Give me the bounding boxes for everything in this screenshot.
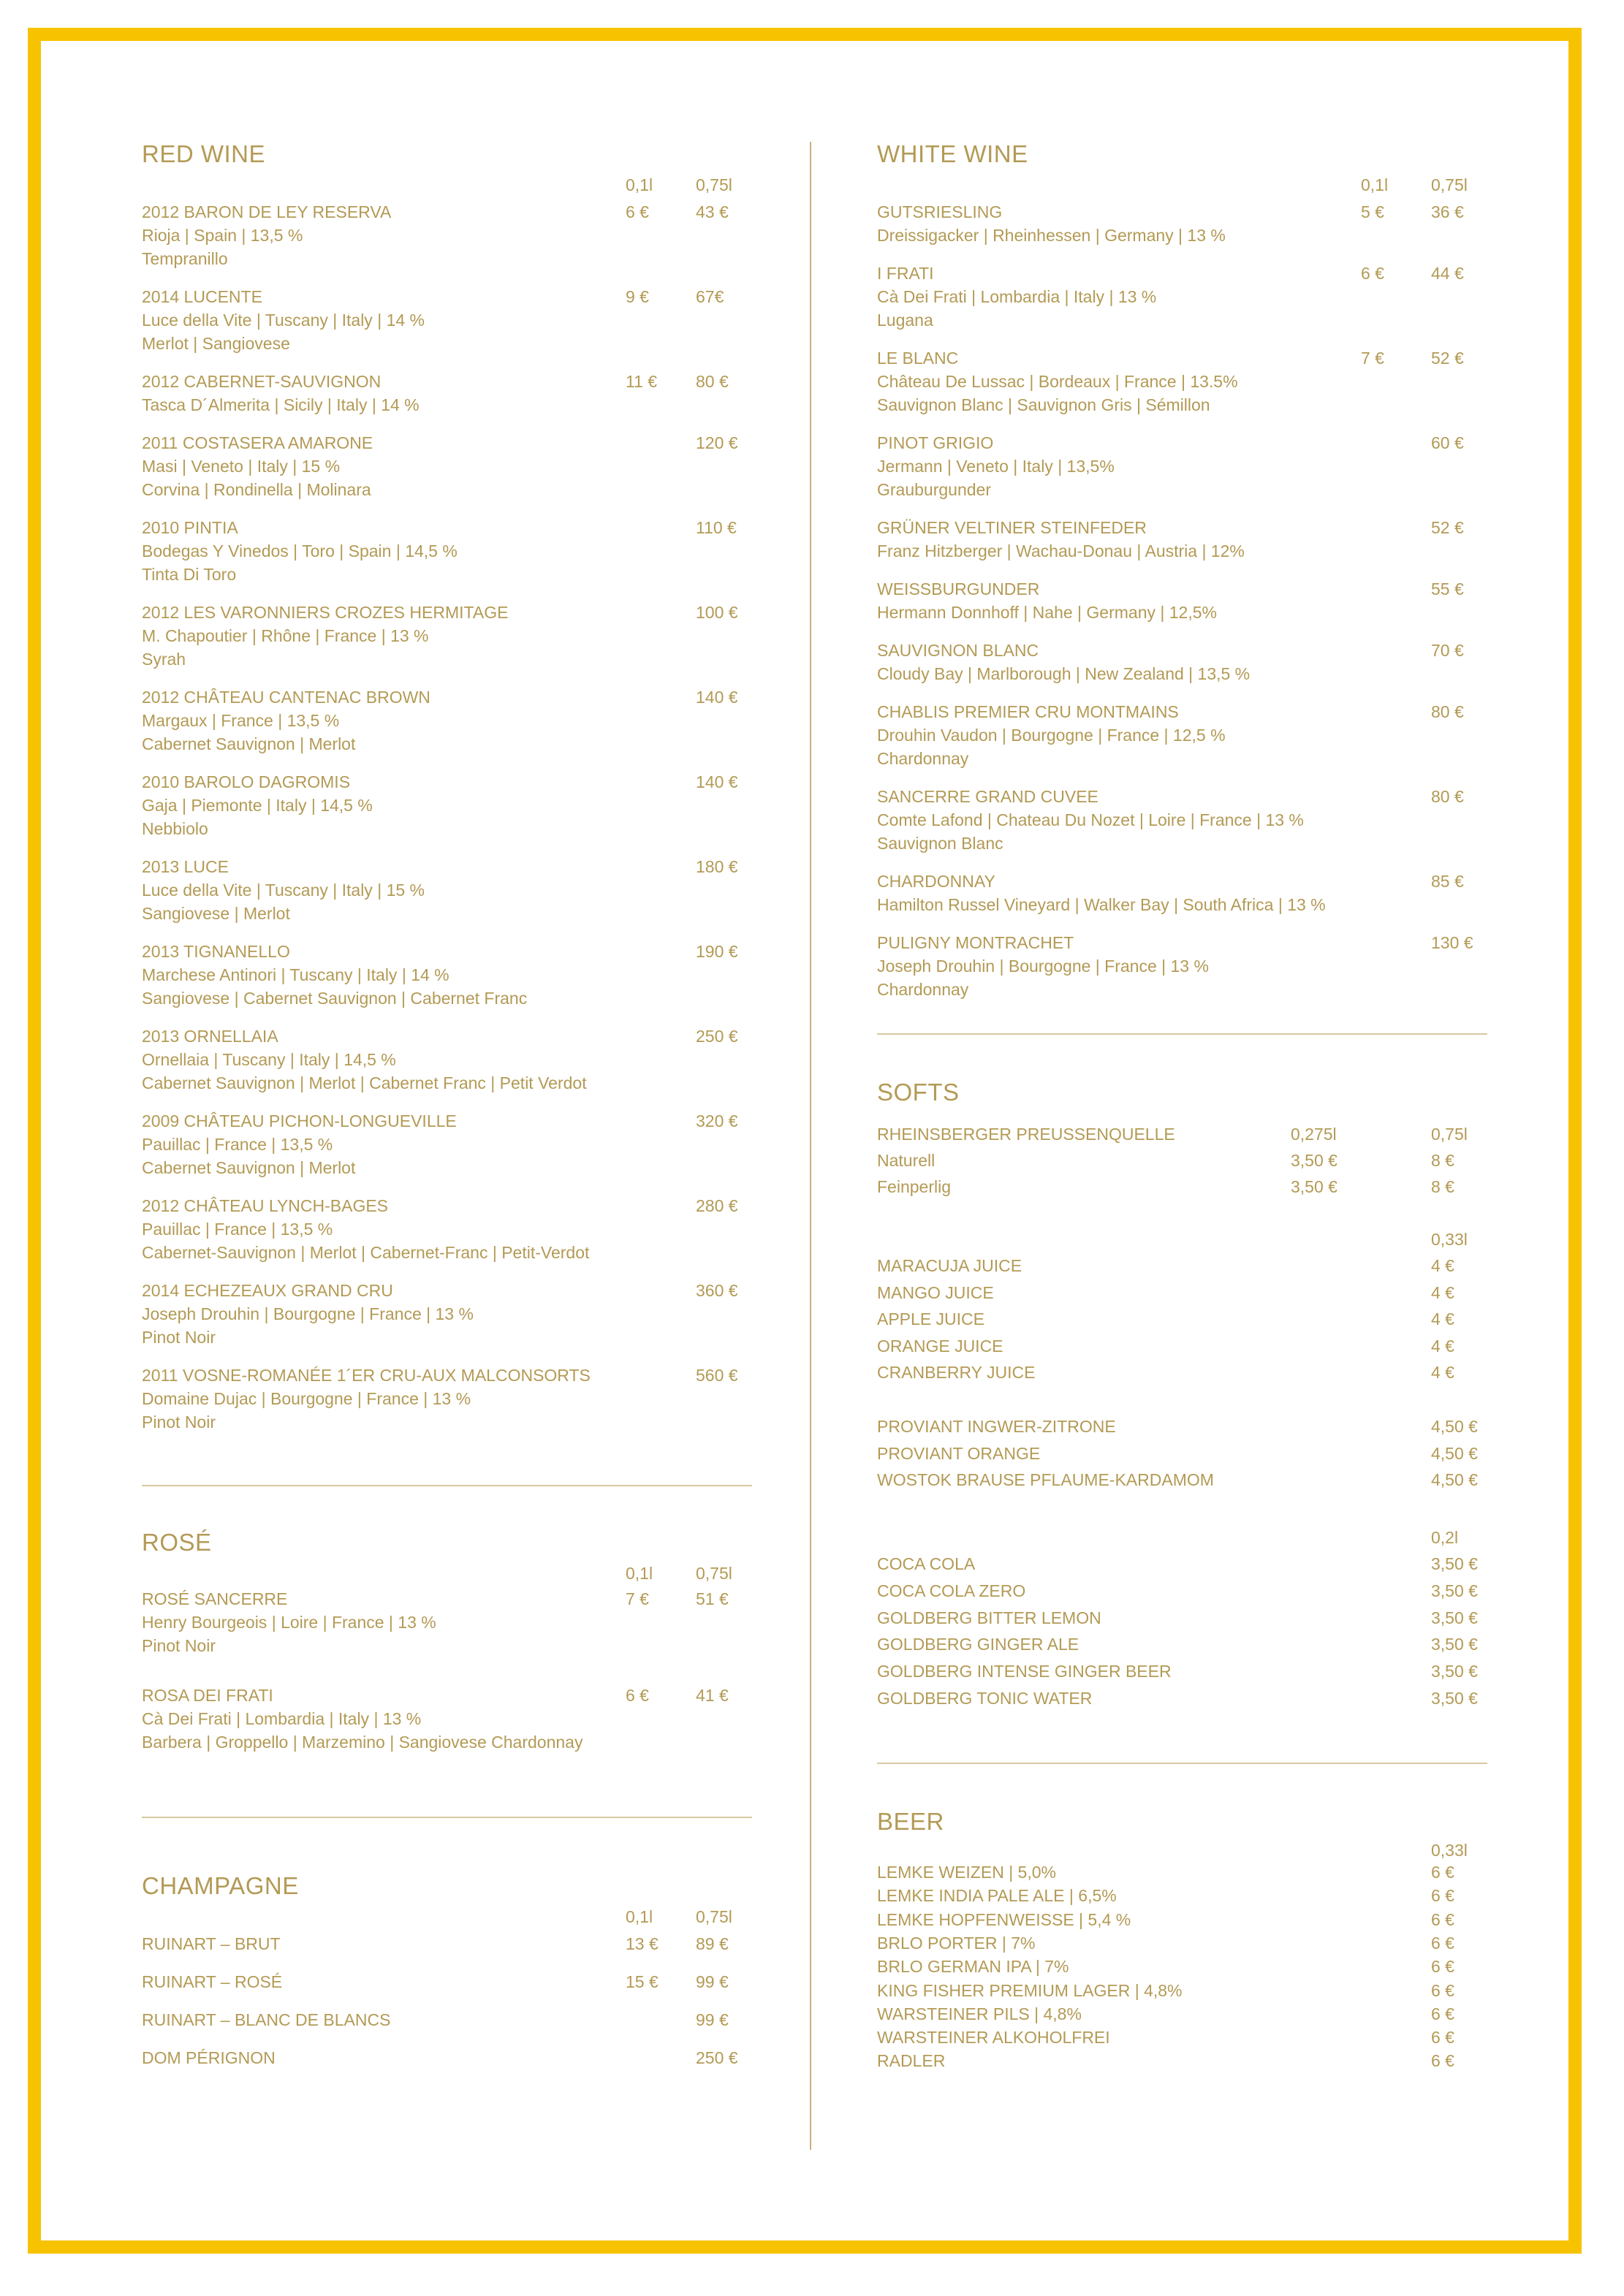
size-small: 0,1l [1361, 175, 1389, 194]
menu-item [877, 1632, 1491, 1656]
item-details: Jermann | Veneto | Italy | 13,5% [877, 457, 1115, 476]
item-name: APPLE JUICE [877, 1309, 984, 1328]
item-name: RUINART – BLANC DE BLANCS [142, 2010, 391, 2029]
item-name: RUINART – BRUT [142, 1934, 281, 1953]
item-name: PINOT GRIGIO [877, 433, 994, 452]
item-name: RUINART – ROSÉ [142, 1972, 283, 1991]
item-name: COCA COLA [877, 1554, 976, 1573]
item-name: MARACUJA JUICE [877, 1256, 1022, 1275]
item-details: Henry Bourgeois | Loire | France | 13 % [142, 1613, 436, 1632]
item-name: GOLDBERG GINGER ALE [877, 1635, 1079, 1654]
item-grapes: Cabernet Sauvignon | Merlot | Cabernet Franc | Petit Verdot [142, 1073, 587, 1092]
item-details: Hamilton Russel Vineyard | Walker Bay | South Africa | 13 % [877, 895, 1326, 914]
price-large: 80 € [1431, 702, 1464, 721]
item-grapes: Chardonnay [877, 980, 969, 999]
item-price: 6 € [1431, 1957, 1454, 1977]
rose-sizes [142, 1564, 756, 1586]
item-name: DOM PÉRIGNON [142, 2048, 276, 2067]
menu-item [142, 601, 756, 671]
price-large: 8 € [1431, 1151, 1454, 1170]
water-name: RHEINSBERGER PREUSSENQUELLE [877, 1125, 1175, 1144]
item-details: M. Chapoutier | Rhône | France | 13 % [142, 626, 429, 645]
red-wine-sizes [142, 175, 756, 197]
menu-item [877, 1361, 1491, 1384]
price-large: 52 € [1431, 349, 1464, 368]
item-grapes: Pinot Noir [142, 1328, 216, 1347]
item-price: 4 € [1431, 1363, 1454, 1382]
price-large: 190 € [696, 942, 738, 961]
item-grapes: Barbera | Groppello | Marzemino | Sangiovese Chardonnay [142, 1733, 583, 1752]
menu-item [877, 1254, 1491, 1277]
item-grapes: Grauburgunder [877, 480, 991, 499]
red-wine-heading: RED WINE [142, 140, 265, 167]
menu-item [142, 1194, 756, 1264]
item-name: LEMKE INDIA PALE ALE | 6,5% [877, 1886, 1117, 1906]
price-small: 6 € [1361, 264, 1384, 283]
menu-item [142, 431, 756, 501]
price-large: 120 € [696, 433, 738, 452]
price-large: 70 € [1431, 641, 1464, 660]
menu-item [142, 516, 756, 586]
menu-item [142, 370, 756, 417]
item-name: CRANBERRY JUICE [877, 1363, 1036, 1382]
price-small: 13 € [626, 1934, 659, 1953]
menu-item [877, 200, 1491, 247]
price-large: 43 € [696, 202, 729, 221]
size-large: 0,75l [696, 175, 732, 194]
item-grapes: Nebbiolo [142, 819, 208, 838]
item-name: GUTSRIESLING [877, 202, 1003, 221]
menu-item [142, 1364, 756, 1434]
item-grapes: Corvina | Rondinella | Molinara [142, 480, 371, 499]
item-price: 6 € [1431, 1980, 1454, 2000]
item-details: Luce della Vite | Tuscany | Italy | 14 % [142, 311, 425, 330]
item-details: Domaine Dujac | Bourgogne | France | 13 % [142, 1389, 471, 1408]
champagne-sizes [142, 1907, 756, 1929]
price-small: 9 € [626, 287, 649, 306]
item-name: 2012 CHÂTEAU LYNCH-BAGES [142, 1196, 389, 1215]
item-details: Drouhin Vaudon | Bourgogne | France | 12,5 % [877, 726, 1226, 745]
menu-item [877, 1307, 1491, 1331]
item-name: RADLER [877, 2051, 946, 2071]
menu-item [877, 516, 1491, 563]
item-name: CHARDONNAY [877, 872, 995, 891]
price-large: 320 € [696, 1111, 738, 1130]
price-small: 6 € [626, 1686, 649, 1705]
white-wine-sizes [877, 175, 1491, 197]
menu-item [877, 870, 1491, 916]
price-small: 7 € [1361, 349, 1384, 368]
menu-item [877, 1415, 1491, 1438]
item-grapes: Cabernet Sauvignon | Merlot [142, 1158, 356, 1177]
price-large: 36 € [1431, 202, 1464, 221]
menu-item [877, 639, 1491, 685]
item-price: 4 € [1431, 1309, 1454, 1328]
menu-item [877, 1606, 1491, 1630]
price-large: 67€ [696, 287, 724, 306]
item-details: Rioja | Spain | 13,5 % [142, 226, 303, 245]
item-name: PROVIANT INGWER-ZITRONE [877, 1417, 1116, 1436]
menu-item [142, 2008, 756, 2031]
menu-item [877, 1281, 1491, 1304]
item-name: 2011 COSTASERA AMARONE [142, 433, 373, 452]
item-details: Joseph Drouhin | Bourgogne | France | 13 % [877, 957, 1209, 976]
item-name: KING FISHER PREMIUM LAGER | 4,8% [877, 1980, 1183, 2000]
item-price: 6 € [1431, 1886, 1454, 1906]
item-name: GOLDBERG INTENSE GINGER BEER [877, 1662, 1172, 1681]
size-large: 0,75l [696, 1564, 732, 1583]
item-name: 2014 ECHEZEAUX GRAND CRU [142, 1281, 393, 1300]
menu-item [877, 1579, 1491, 1603]
item-grapes: Lugana [877, 311, 933, 330]
item-price: 3,50 € [1431, 1581, 1478, 1600]
item-price: 6 € [1431, 2028, 1454, 2048]
item-name: 2011 VOSNE-ROMANÉE 1´ER CRU-AUX MALCONSORTS [142, 1366, 591, 1385]
price-large: 8 € [1431, 1177, 1454, 1196]
item-grapes: Sauvignon Blanc | Sauvignon Gris | Sémillon [877, 395, 1210, 414]
item-name: ROSÉ SANCERRE [142, 1589, 288, 1608]
price-large: 80 € [1431, 787, 1464, 806]
menu-item [877, 1660, 1491, 1683]
item-name: GRÜNER VELTINER STEINFEDER [877, 518, 1147, 537]
item-price: 3,50 € [1431, 1689, 1478, 1708]
champagne-heading: CHAMPAGNE [142, 1872, 299, 1899]
menu-item [877, 1884, 1491, 1907]
item-name: 2013 TIGNANELLO [142, 942, 290, 961]
beer-size: 0,33l [1431, 1841, 1468, 1860]
item-details: Cà Dei Frati | Lombardia | Italy | 13 % [877, 287, 1157, 306]
price-large: 60 € [1431, 433, 1464, 452]
price-large: 99 € [696, 1972, 729, 1991]
item-details: Dreissigacker | Rheinhessen | Germany | 13 % [877, 226, 1226, 245]
item-details: Joseph Drouhin | Bourgogne | France | 13 % [142, 1304, 474, 1323]
menu-item [877, 931, 1491, 1001]
price-small: 11 € [626, 372, 658, 391]
item-price: 6 € [1431, 1863, 1454, 1882]
menu-item [142, 200, 756, 270]
item-name: BRLO GERMAN IPA | 7% [877, 1957, 1069, 1977]
menu-item [877, 1552, 1491, 1575]
item-name: LEMKE WEIZEN | 5,0% [877, 1863, 1056, 1882]
item-name: Feinperlig [877, 1177, 951, 1196]
menu-item [877, 1908, 1491, 1931]
item-grapes: Chardonnay [877, 749, 969, 768]
price-small: 6 € [626, 202, 649, 221]
price-large: 80 € [696, 372, 729, 391]
item-details: Gaja | Piemonte | Italy | 14,5 % [142, 796, 373, 815]
item-details: Pauillac | France | 13,5 % [142, 1135, 333, 1154]
menu-item [877, 1860, 1491, 1884]
item-name: PROVIANT ORANGE [877, 1443, 1041, 1463]
item-name: 2012 BARON DE LEY RESERVA [142, 202, 392, 221]
menu-item [142, 1587, 756, 1657]
section-divider [877, 1033, 1487, 1035]
item-price: 4,50 € [1431, 1443, 1478, 1463]
beer-heading: BEER [877, 1808, 944, 1835]
price-large: 51 € [696, 1589, 729, 1608]
menu-item [877, 2026, 1491, 2049]
price-large: 110 € [696, 518, 737, 537]
item-grapes: Pinot Noir [142, 1413, 216, 1432]
menu-item [142, 1025, 756, 1095]
price-small: 3,50 € [1291, 1151, 1337, 1170]
item-name: MANGO JUICE [877, 1282, 994, 1302]
item-details: Tasca D´Almerita | Sicily | Italy | 14 % [142, 395, 420, 414]
item-name: GOLDBERG BITTER LEMON [877, 1608, 1101, 1627]
price-large: 89 € [696, 1934, 729, 1953]
price-small: 15 € [626, 1972, 659, 1991]
price-large: 85 € [1431, 872, 1464, 891]
size-small: 0,1l [626, 175, 653, 194]
menu-item [877, 1955, 1491, 1978]
item-price: 4,50 € [1431, 1470, 1478, 1489]
item-name: LEMKE HOPFENWEISSE | 5,4 % [877, 1909, 1131, 1929]
item-price: 6 € [1431, 2004, 1454, 2023]
menu-item [142, 1932, 756, 1955]
menu-item [877, 1979, 1491, 2002]
item-grapes: Tempranillo [142, 249, 228, 268]
price-large: 140 € [696, 772, 738, 791]
menu-item [142, 1109, 756, 1179]
softs-heading: SOFTS [877, 1079, 960, 1106]
price-small: 7 € [626, 1589, 649, 1608]
size-large: 0,75l [696, 1907, 732, 1926]
menu-item [877, 785, 1491, 855]
price-large: 41 € [696, 1686, 729, 1705]
menu-item [877, 2002, 1491, 2026]
item-details: Pauillac | France | 13,5 % [142, 1220, 333, 1239]
item-grapes: Cabernet Sauvignon | Merlot [142, 734, 356, 753]
item-name: WOSTOK BRAUSE PFLAUME-KARDAMOM [877, 1470, 1214, 1489]
menu-item [877, 577, 1491, 624]
item-grapes: Sauvignon Blanc [877, 834, 1003, 853]
item-grapes: Merlot | Sangiovese [142, 334, 290, 353]
menu-item [142, 855, 756, 925]
item-name: COCA COLA ZERO [877, 1581, 1026, 1600]
item-grapes: Pinot Noir [142, 1636, 216, 1655]
section-divider [142, 1817, 752, 1818]
item-price: 4 € [1431, 1256, 1454, 1275]
menu-item [142, 1279, 756, 1349]
item-name: PULIGNY MONTRACHET [877, 933, 1074, 952]
item-details: Luce della Vite | Tuscany | Italy | 15 % [142, 881, 425, 900]
column-divider [810, 142, 811, 2150]
menu-item [877, 1442, 1491, 1465]
size-small: 0,1l [626, 1564, 653, 1583]
item-grapes: Sangiovese | Merlot [142, 904, 290, 923]
item-price: 3,50 € [1431, 1635, 1478, 1654]
item-details: Comte Lafond | Chateau Du Nozet | Loire | France | 13 % [877, 810, 1304, 829]
item-grapes: Sangiovese | Cabernet Sauvignon | Cabernet Franc [142, 989, 528, 1008]
item-details: Margaux | France | 13,5 % [142, 711, 340, 730]
menu-item [877, 1334, 1491, 1358]
item-grapes: Tinta Di Toro [142, 565, 237, 584]
item-name: SANCERRE GRAND CUVEE [877, 787, 1099, 806]
item-name: WARSTEINER PILS | 4,8% [877, 2004, 1082, 2023]
price-large: 140 € [696, 688, 738, 707]
price-small: 3,50 € [1291, 1177, 1337, 1196]
price-large: 99 € [696, 2010, 729, 2029]
price-small: 5 € [1361, 202, 1384, 221]
item-name: Naturell [877, 1151, 936, 1170]
item-details: Bodegas Y Vinedos | Toro | Spain | 14,5 % [142, 541, 458, 560]
item-price: 4,50 € [1431, 1417, 1478, 1436]
item-name: 2012 CHÂTEAU CANTENAC BROWN [142, 688, 430, 707]
water-size-large: 0,75l [1431, 1125, 1468, 1144]
item-name: I FRATI [877, 264, 934, 283]
item-name: 2010 BAROLO DAGROMIS [142, 772, 351, 791]
price-large: 560 € [696, 1366, 738, 1385]
item-name: 2010 PINTIA [142, 518, 238, 537]
item-name: 2009 CHÂTEAU PICHON-LONGUEVILLE [142, 1111, 457, 1130]
menu-item [877, 2049, 1491, 2072]
item-details: Masi | Veneto | Italy | 15 % [142, 457, 341, 476]
menu-item [877, 1149, 1491, 1172]
price-large: 52 € [1431, 518, 1464, 537]
item-name: ROSA DEI FRATI [142, 1686, 273, 1705]
item-name: 2012 LES VARONNIERS CROZES HERMITAGE [142, 603, 509, 622]
item-details: Cloudy Bay | Marlborough | New Zealand | 13,5 % [877, 664, 1251, 683]
menu-item [877, 1931, 1491, 1955]
price-large: 44 € [1431, 264, 1464, 283]
menu-item [877, 431, 1491, 501]
item-details: Cà Dei Frati | Lombardia | Italy | 13 % [142, 1709, 422, 1728]
item-price: 6 € [1431, 1933, 1454, 1953]
item-name: 2012 CABERNET-SAUVIGNON [142, 372, 382, 391]
size-large: 0,75l [1431, 175, 1468, 194]
item-name: ORANGE JUICE [877, 1336, 1003, 1356]
water-size-small: 0,275l [1291, 1125, 1337, 1144]
item-name: BRLO PORTER | 7% [877, 1933, 1036, 1953]
soda-size: 0,2l [1431, 1528, 1459, 1547]
price-large: 100 € [696, 603, 738, 622]
menu-item [877, 1175, 1491, 1198]
item-name: CHABLIS PREMIER CRU MONTMAINS [877, 702, 1179, 721]
item-price: 3,50 € [1431, 1608, 1478, 1627]
menu-item [142, 2046, 756, 2069]
price-large: 250 € [696, 2048, 738, 2067]
item-name: 2014 LUCENTE [142, 287, 262, 306]
item-grapes: Syrah [142, 650, 186, 669]
price-large: 55 € [1431, 579, 1464, 598]
item-details: Marchese Antinori | Tuscany | Italy | 14 % [142, 965, 449, 984]
item-name: LE BLANC [877, 349, 959, 368]
menu-item [142, 1684, 756, 1754]
item-price: 3,50 € [1431, 1554, 1478, 1573]
menu-item [877, 262, 1491, 332]
item-name: GOLDBERG TONIC WATER [877, 1689, 1093, 1708]
price-large: 280 € [696, 1196, 738, 1215]
menu-item [142, 1970, 756, 1993]
item-details: Hermann Donnhoff | Nahe | Germany | 12,5% [877, 603, 1217, 622]
rose-heading: ROSÉ [142, 1529, 212, 1556]
item-price: 6 € [1431, 2051, 1454, 2071]
white-wine-heading: WHITE WINE [877, 140, 1028, 167]
item-grapes: Cabernet-Sauvignon | Merlot | Cabernet-Franc | Petit-Verdot [142, 1243, 590, 1262]
section-divider [877, 1763, 1487, 1764]
item-name: WEISSBURGUNDER [877, 579, 1040, 598]
item-price: 6 € [1431, 1909, 1454, 1929]
price-large: 250 € [696, 1027, 738, 1046]
item-price: 4 € [1431, 1336, 1454, 1356]
section-divider [142, 1485, 752, 1486]
item-price: 4 € [1431, 1282, 1454, 1302]
menu-item [877, 346, 1491, 417]
juice-size: 0,33l [1431, 1230, 1468, 1249]
price-large: 130 € [1431, 933, 1473, 952]
item-details: Franz Hitzberger | Wachau-Donau | Austria | 12% [877, 541, 1245, 560]
menu-item [142, 940, 756, 1010]
item-name: 2013 LUCE [142, 857, 229, 876]
menu-item [877, 1468, 1491, 1491]
size-small: 0,1l [626, 1907, 653, 1926]
item-details: Ornellaia | Tuscany | Italy | 14,5 % [142, 1050, 396, 1069]
item-name: SAUVIGNON BLANC [877, 641, 1039, 660]
menu-item [877, 700, 1491, 770]
menu-item [877, 1687, 1491, 1710]
menu-item [142, 285, 756, 355]
price-large: 180 € [696, 857, 738, 876]
price-large: 360 € [696, 1281, 738, 1300]
item-details: Château De Lussac | Bordeaux | France | 13.5% [877, 372, 1238, 391]
item-name: WARSTEINER ALKOHOLFREI [877, 2028, 1110, 2048]
menu-item [142, 685, 756, 756]
water-header-row [877, 1122, 1491, 1146]
menu-item [142, 770, 756, 840]
item-price: 3,50 € [1431, 1662, 1478, 1681]
item-name: 2013 ORNELLAIA [142, 1027, 278, 1046]
